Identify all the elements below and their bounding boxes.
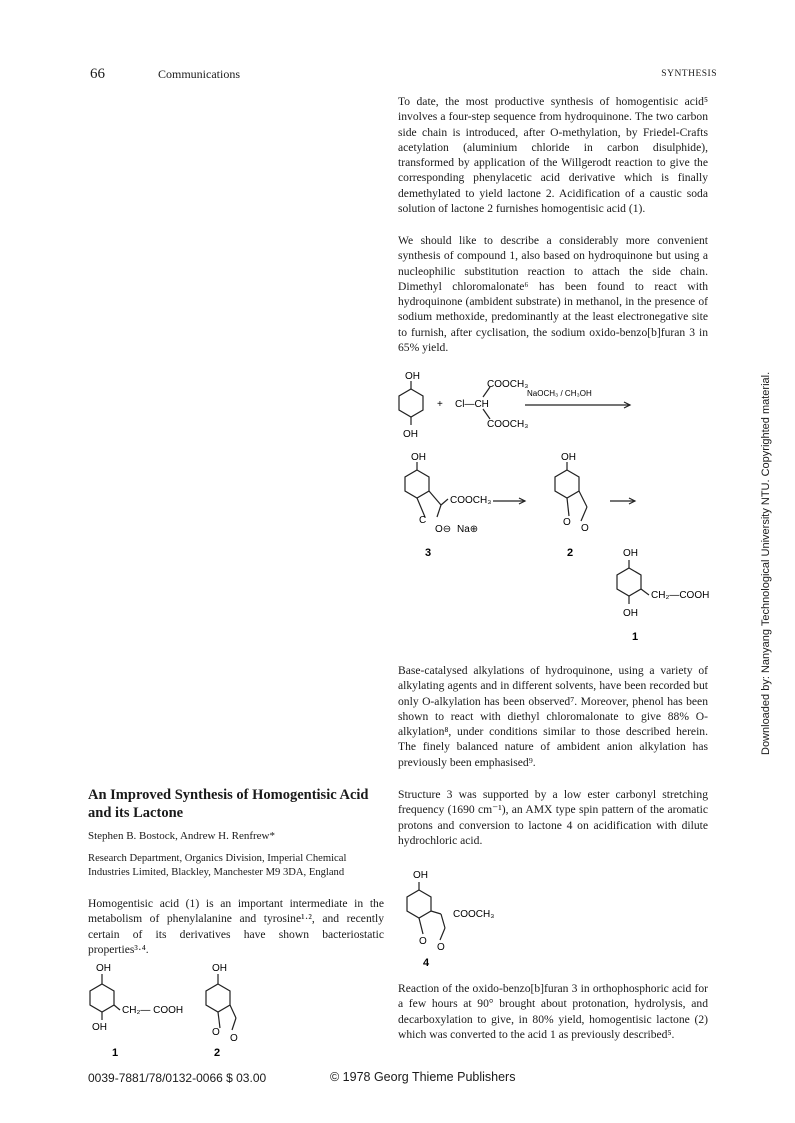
compound-4-cooch3: COOCH₃	[453, 909, 495, 920]
left-oh-2: OH	[92, 1022, 107, 1033]
left-oh-1: OH	[96, 963, 111, 974]
scheme-sodium: Na⊕	[457, 524, 479, 535]
left-carbonyl-o: O	[230, 1033, 238, 1044]
paragraph-3: Base-catalysed alkylations of hydroquinone, using a variety of alkylating agents and in different solvents, have been recorded but only O-alkylation has been observed⁷. Moreover, phenol has been shown to react with diethyl chloromalonate to give 88% O-alkylation⁸, under conditions similar to those described herein. The finely balanced nature of ambident anion alkylation has previously been emphasised⁹.	[398, 664, 708, 769]
scheme-c: C	[419, 515, 427, 526]
scheme-reagents: NaOCH₃ / CH₃OH	[527, 389, 592, 398]
page-number: 66	[90, 66, 105, 82]
compound-3-ring	[405, 470, 429, 498]
scheme-oh-3: OH	[411, 452, 426, 463]
journal-name: SYNTHESIS	[661, 69, 717, 79]
download-note	[760, 371, 780, 755]
left-ring-o: O	[212, 1027, 220, 1038]
paragraph-5: Reaction of the oxido-benzo[b]furan 3 in orthophosphoric acid for a few hours at 90° brought about protonation, hydrolysis, and decarboxylation to give, in 80% yield, homogentisic lactone (2) which was converted to the acid 1 as previously described⁵.	[398, 982, 708, 1041]
left-label-1: 1	[112, 1047, 119, 1059]
scheme-cooch3-2: COOCH₃	[487, 419, 529, 430]
scheme-chloromalonate: Cl—CH	[455, 399, 489, 410]
footer-code: 0039-7881/78/0132-0066 $ 03.00	[88, 1071, 267, 1085]
hydroquinone-ring	[399, 389, 423, 417]
footer-copyright: © 1978 Georg Thieme Publishers	[330, 1070, 516, 1084]
scheme-oh-4: OH	[561, 452, 576, 463]
compound-label-3: 3	[425, 547, 432, 559]
compound-label-1: 1	[632, 631, 639, 643]
reaction-scheme	[395, 365, 725, 660]
compound-1-ring	[617, 568, 641, 596]
left-ch2cooh: CH₂— COOH	[122, 1005, 184, 1016]
scheme-oh-1: OH	[405, 371, 420, 382]
section-name: Communications	[158, 67, 240, 81]
article-title: An Improved Synthesis of Homogentisic Acid and its Lactone	[88, 787, 369, 821]
scheme-plus: +	[437, 399, 443, 410]
scheme-cooch3-3: COOCH₃	[450, 495, 492, 506]
compound-4-ring-o: O	[419, 936, 427, 947]
scheme-ring-o: O	[563, 517, 571, 528]
scheme-ch2cooh: CH₂—COOH	[651, 590, 710, 601]
compound-4-carbonyl-o: O	[437, 942, 445, 953]
scheme-oh-6: OH	[623, 608, 638, 619]
article-affiliation: Research Department, Organics Division, Imperial Chemical Industries Limited, Blackley, Manchester M9 3DA, England	[88, 853, 347, 878]
scheme-oxide: O⊖	[435, 524, 452, 535]
paragraph-4: Structure 3 was supported by a low ester carbonyl stretching frequency (1690 cm⁻¹), an AMX type spin pattern of the aromatic protons and conversion to lactone 4 on acidification with dilute hydrochloric acid.	[398, 788, 708, 847]
left-label-2: 2	[214, 1047, 221, 1059]
compound-2-ring	[555, 470, 579, 498]
compound-label-2: 2	[567, 547, 574, 559]
left-oh-3: OH	[212, 963, 227, 974]
paragraph-1: To date, the most productive synthesis of homogentisic acid⁵ involves a four-step sequence from hydroquinone. The two carbon side chain is introduced, after O-methylation, by Friedel-Crafts acetylation (aluminium chloride in carbon disulphide), transformed by application of the Willgerodt reaction to give the corresponding phenylacetic acid derivative which is finally demethylated to yield lactone 2. Acidification of a caustic soda solution of lactone 2 furnishes homogentisic acid (1).	[398, 95, 708, 216]
scheme-oh-5: OH	[623, 548, 638, 559]
compounds-1-2-structures	[88, 958, 288, 1063]
scheme-oh-2: OH	[403, 429, 418, 440]
compound-4-oh: OH	[413, 870, 428, 881]
download-note-text: Downloaded by: Nanyang Technological University NTU. Copyrighted material.	[760, 371, 772, 755]
article-intro: Homogentisic acid (1) is an important intermediate in the metabolism of phenylalanine and tyrosine¹·², and recently certain of its derivatives have shown bacteriostatic properties³·⁴.	[88, 897, 384, 956]
article-authors: Stephen B. Bostock, Andrew H. Renfrew*	[88, 830, 275, 842]
compound-label-4: 4	[423, 957, 430, 968]
scheme-cooch3-1: COOCH₃	[487, 379, 529, 390]
paragraph-2: We should like to describe a considerably more convenient synthesis of compound 1, also based on hydroquinone but using a nucleophilic substitution reaction to attach the side chain. Dimethyl chloromalonate⁶ has been found to react with hydroquinone (ambident substrate) in methanol, in the presence of sodium methoxide, predominantly at the least electronegative site to furnish, after cyclisation, the sodium oxido-benzo[b]furan 3 in 65% yield.	[398, 234, 708, 355]
scheme-carbonyl-o: O	[581, 523, 589, 534]
compound-4-structure	[395, 868, 525, 968]
